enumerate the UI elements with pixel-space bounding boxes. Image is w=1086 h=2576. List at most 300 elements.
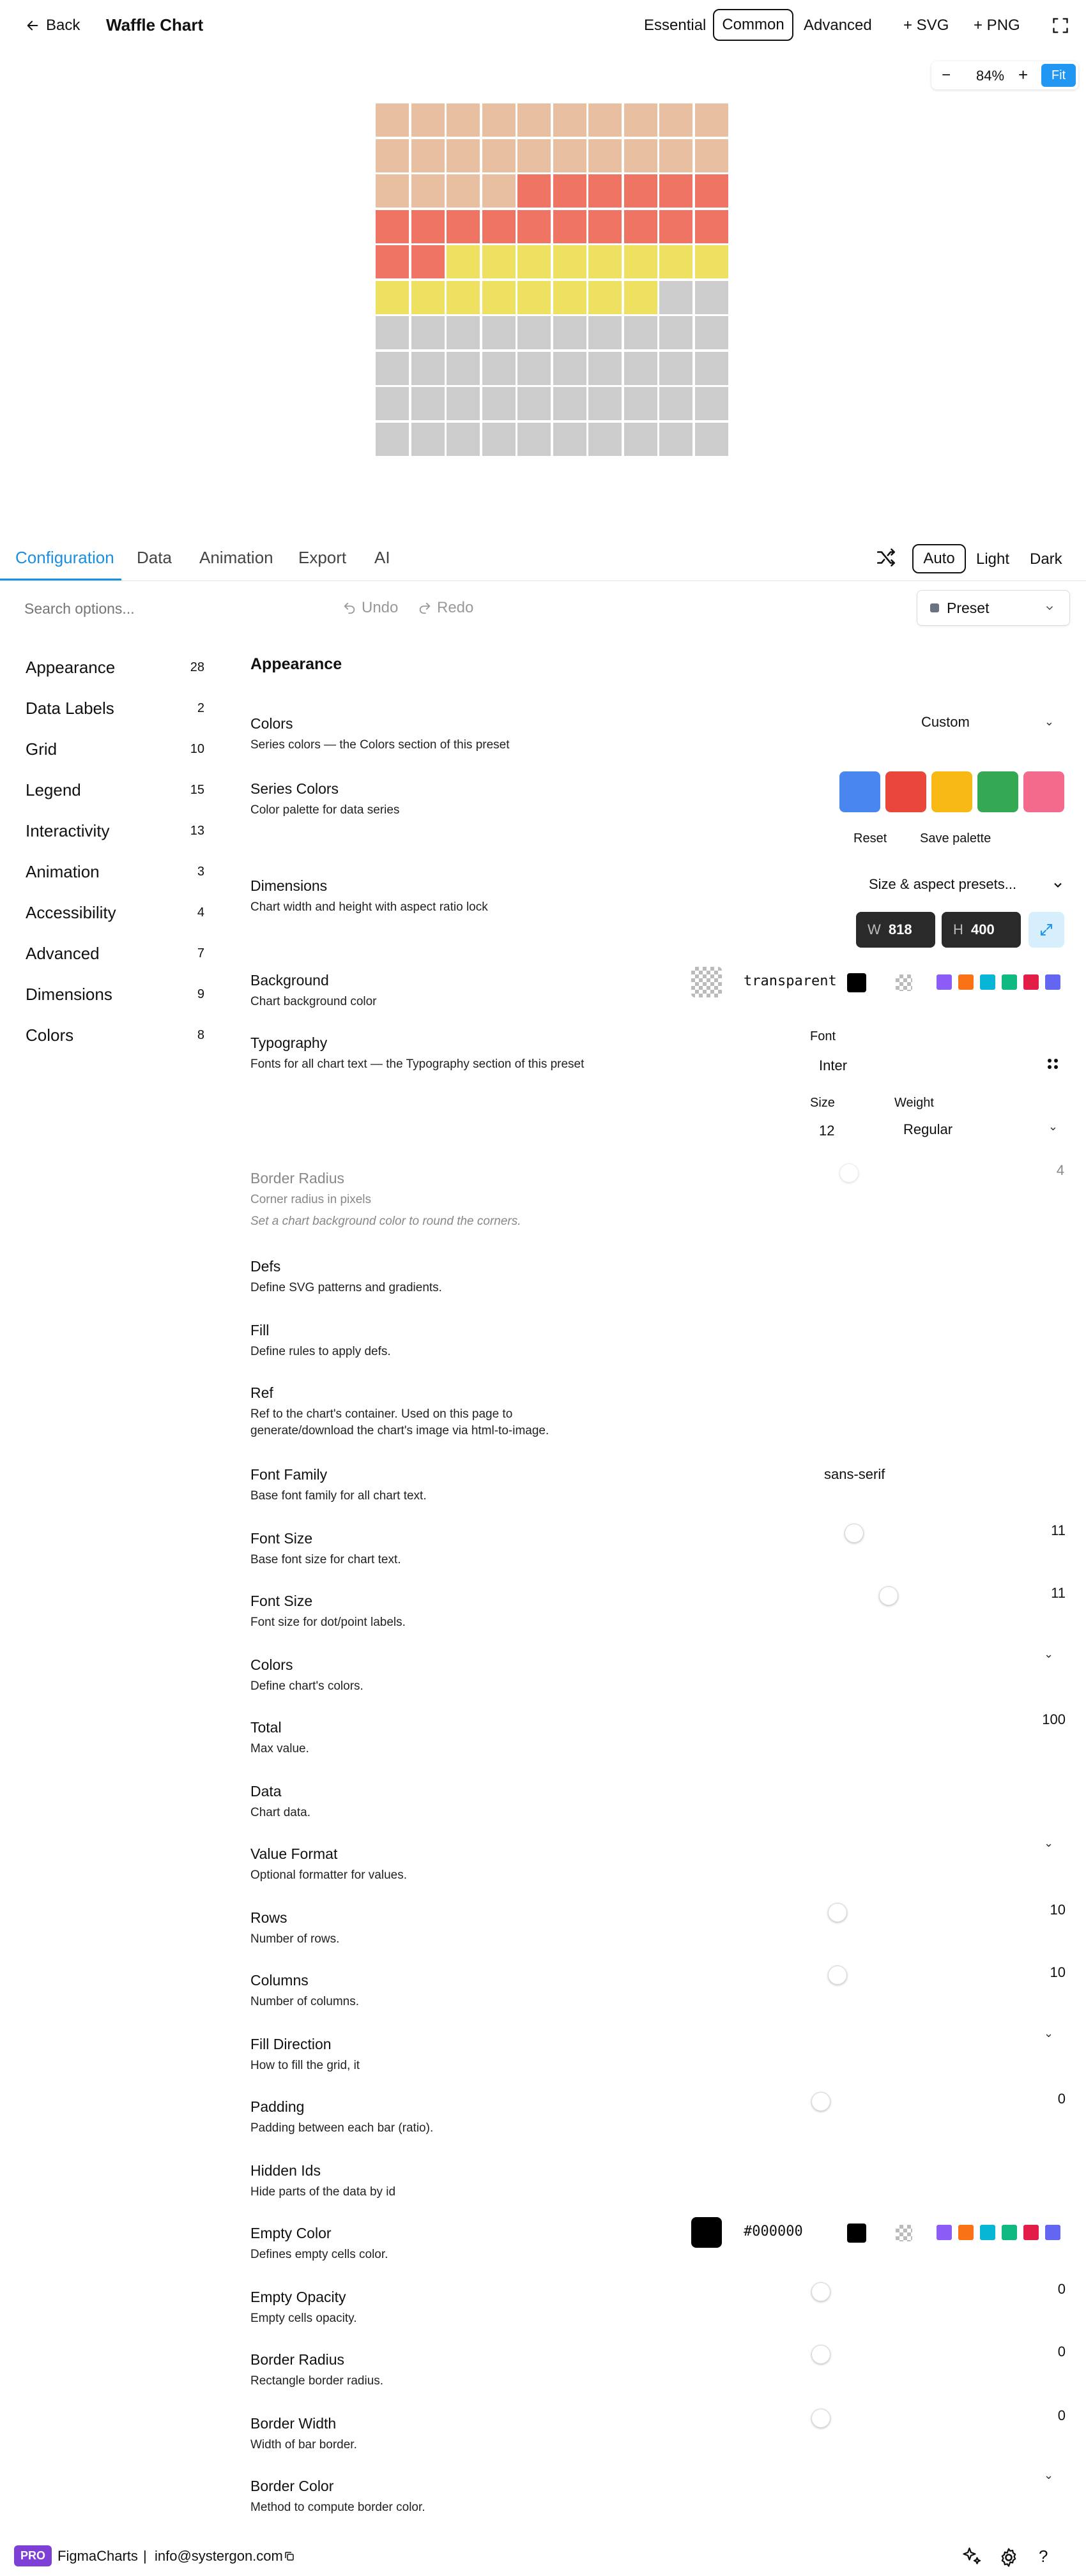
- option-total-desc: Max value.: [250, 1742, 309, 1755]
- chevron-down-icon: [1052, 879, 1064, 891]
- option-borderRadius-desc: Rectangle border radius.: [250, 2374, 384, 2388]
- transparent-color-chip[interactable]: [896, 2225, 912, 2241]
- waffle-cell: [447, 103, 480, 137]
- option-data-desc: Chart data.: [250, 1806, 310, 1819]
- chevron-down-icon: ⌄: [1048, 1120, 1058, 1133]
- empty-color-mini-swatch[interactable]: [937, 2225, 952, 2240]
- waffle-cell: [659, 387, 692, 420]
- option-borderWidth-slider[interactable]: [811, 2409, 830, 2428]
- option-fontSize-slider[interactable]: [845, 1524, 864, 1543]
- waffle-cell: [482, 387, 516, 420]
- preset-dot: [930, 603, 939, 612]
- option-rows-slider[interactable]: [828, 1903, 847, 1922]
- waffle-cell: [659, 174, 692, 208]
- waffle-cell: [624, 210, 657, 243]
- sidebar-item-label: Legend: [26, 780, 81, 799]
- background-mini-swatch[interactable]: [1023, 974, 1039, 990]
- option-padding-value: 0: [1057, 2091, 1066, 2107]
- waffle-cell: [588, 103, 622, 137]
- waffle-cell: [376, 103, 409, 137]
- waffle-cell: [588, 139, 622, 172]
- waffle-cell: [517, 139, 551, 172]
- option-fontFamily-title: Font Family: [250, 1466, 328, 1483]
- height-input[interactable]: [942, 912, 1021, 948]
- waffle-cell: [376, 423, 409, 456]
- pro-badge: PRO: [14, 2545, 52, 2566]
- option-labelFontSize-title: Font Size: [250, 1593, 313, 1609]
- sidebar-item-label: Colors: [26, 1026, 74, 1045]
- sidebar-item-appearance[interactable]: [26, 658, 204, 678]
- bg-radius-value: 4: [1056, 1162, 1064, 1178]
- undo-button[interactable]: [342, 599, 398, 617]
- waffle-cell: [411, 245, 445, 278]
- background-mini-swatch[interactable]: [980, 974, 995, 990]
- black-color-chip[interactable]: [847, 2224, 866, 2243]
- height-label: H: [953, 921, 963, 937]
- option-columns-value: 10: [1050, 1964, 1066, 1980]
- option-typography-title: Typography: [250, 1034, 328, 1051]
- option-dimensions-title: Dimensions: [250, 877, 328, 894]
- waffle-cell: [695, 210, 728, 243]
- expand-icon: [1039, 922, 1054, 937]
- option-fillDirection-desc: How to fill the grid, it: [250, 2059, 360, 2072]
- background-mini-palette: [937, 974, 1071, 992]
- option-dimensions-desc: Chart width and height with aspect ratio lock: [250, 900, 488, 914]
- sidebar-item-data-labels[interactable]: [26, 699, 204, 718]
- font-family-value[interactable]: sans-serif: [824, 1466, 885, 1482]
- waffle-cell: [588, 174, 622, 208]
- option-emptyOpacity-title: Empty Opacity: [250, 2289, 346, 2305]
- waffle-cell: [376, 139, 409, 172]
- option-background-title: Background: [250, 972, 329, 989]
- waffle-cell: [695, 281, 728, 314]
- waffle-cell: [659, 352, 692, 385]
- option-borderColor-desc: Method to compute border color.: [250, 2501, 425, 2514]
- option-series-colors-desc: Color palette for data series: [250, 803, 400, 817]
- waffle-cell: [695, 423, 728, 456]
- aspect-lock-button[interactable]: [1029, 912, 1064, 948]
- waffle-cell: [376, 210, 409, 243]
- option-colors-title: Colors: [250, 1656, 293, 1673]
- fullscreen-icon[interactable]: [1052, 17, 1069, 34]
- font-label: Font: [810, 1029, 836, 1043]
- option-borderRadius-value: 0: [1057, 2344, 1066, 2360]
- background-swatch[interactable]: [691, 967, 722, 997]
- option-borderWidth-desc: Width of bar border.: [250, 2438, 357, 2451]
- undo-label: Undo: [362, 599, 399, 616]
- colors-select-value: Custom: [921, 714, 970, 730]
- option-emptyColor-title: Empty Color: [250, 2225, 332, 2241]
- waffle-cell: [517, 352, 551, 385]
- redo-icon: [418, 601, 432, 615]
- sidebar-item-count: 3: [197, 865, 204, 879]
- width-value: 818: [888, 921, 912, 937]
- chevron-down-icon[interactable]: ⌄: [1044, 2027, 1054, 2040]
- mode-common[interactable]: Common: [713, 9, 793, 41]
- waffle-cell: [411, 387, 445, 420]
- option-colors-desc: Define chart's colors.: [250, 1679, 363, 1693]
- waffle-chart: [376, 103, 730, 458]
- option-padding-slider[interactable]: [811, 2092, 830, 2111]
- option-rows-desc: Number of rows.: [250, 1932, 340, 1946]
- waffle-cell: [695, 174, 728, 208]
- waffle-cell: [624, 174, 657, 208]
- option-fillDirection-title: Fill Direction: [250, 2036, 332, 2052]
- waffle-cell: [588, 210, 622, 243]
- waffle-cell: [376, 387, 409, 420]
- reset-palette-button[interactable]: Reset: [853, 831, 887, 845]
- back-label: Back: [46, 17, 80, 34]
- export-png-button[interactable]: + PNG: [974, 17, 1020, 34]
- option-borderWidth-value: 0: [1057, 2407, 1066, 2423]
- sidebar-item-label: Grid: [26, 739, 57, 759]
- footer: [0, 2535, 1086, 2576]
- sidebar-item-count: 9: [197, 987, 204, 1001]
- arrow-left-icon: [26, 19, 40, 33]
- empty-color-swatch[interactable]: [691, 2217, 722, 2248]
- waffle-cell: [447, 423, 480, 456]
- waffle-cell: [517, 210, 551, 243]
- option-hiddenIds-title: Hidden Ids: [250, 2162, 321, 2179]
- empty-color-mini-swatch[interactable]: [980, 2225, 995, 2240]
- option-rows-title: Rows: [250, 1909, 287, 1926]
- font-size-label: Size: [810, 1096, 835, 1110]
- waffle-cell: [411, 139, 445, 172]
- option-colors-desc: Series colors — the Colors section of this preset: [250, 738, 510, 752]
- waffle-cell: [482, 210, 516, 243]
- waffle-cell: [447, 387, 480, 420]
- empty-color-mini-swatch[interactable]: [1002, 2225, 1017, 2240]
- sidebar-item-label: Appearance: [26, 658, 116, 677]
- sidebar-item-dimensions[interactable]: [26, 985, 204, 1004]
- chevron-down-icon[interactable]: ⌄: [1044, 1648, 1054, 1660]
- sidebar-item-advanced[interactable]: [26, 944, 204, 964]
- option-emptyColor-desc: Defines empty cells color.: [250, 2248, 388, 2261]
- option-fontSize-title: Font Size: [250, 1530, 313, 1547]
- sidebar-item-label: Advanced: [26, 944, 100, 963]
- copy-icon[interactable]: [284, 2550, 295, 2562]
- sidebar-item-grid[interactable]: [26, 739, 204, 759]
- grid-dots-icon: [1048, 1059, 1058, 1069]
- option-padding-desc: Padding between each bar (ratio).: [250, 2121, 434, 2135]
- option-bg-radius-note: Set a chart background color to round the corners.: [250, 1215, 521, 1228]
- waffle-cell: [517, 387, 551, 420]
- undo-icon: [342, 601, 356, 615]
- waffle-cell: [659, 103, 692, 137]
- option-columns-slider[interactable]: [828, 1966, 847, 1985]
- theme-light[interactable]: Light: [976, 550, 1010, 568]
- option-fontFamily-desc: Base font family for all chart text.: [250, 1489, 427, 1503]
- chevron-down-icon: [1044, 602, 1055, 614]
- option-defs-desc: Define SVG patterns and gradients.: [250, 1281, 442, 1294]
- background-value[interactable]: transparent: [744, 973, 837, 989]
- option-total-title: Total: [250, 1719, 282, 1736]
- waffle-cell: [624, 387, 657, 420]
- theme-dark[interactable]: Dark: [1030, 550, 1062, 568]
- waffle-cell: [411, 316, 445, 349]
- background-mini-swatch[interactable]: [937, 974, 952, 990]
- waffle-cell: [411, 423, 445, 456]
- waffle-cell: [553, 210, 586, 243]
- chevron-down-icon: ⌄: [1044, 715, 1054, 728]
- save-palette-button[interactable]: Save palette: [920, 831, 991, 845]
- sidebar-item-legend[interactable]: [26, 780, 204, 800]
- empty-color-value[interactable]: #000000: [744, 2224, 803, 2239]
- sidebar-item-interactivity[interactable]: [26, 821, 204, 841]
- waffle-cell: [411, 210, 445, 243]
- option-valueFormat-desc: Optional formatter for values.: [250, 1868, 407, 1882]
- sidebar-item-colors[interactable]: [26, 1026, 204, 1045]
- option-ref-title: Ref: [250, 1384, 273, 1401]
- sidebar-item-accessibility[interactable]: [26, 903, 204, 923]
- waffle-cell: [517, 245, 551, 278]
- width-input[interactable]: [856, 912, 935, 948]
- tabs-divider: [0, 580, 1086, 581]
- waffle-cell: [624, 281, 657, 314]
- waffle-cell: [447, 210, 480, 243]
- series-swatch-2[interactable]: [885, 771, 926, 812]
- footer-separator: |: [143, 2548, 147, 2564]
- option-labelFontSize-value: 11: [1051, 1585, 1066, 1601]
- waffle-cell: [447, 352, 480, 385]
- waffle-cell: [588, 281, 622, 314]
- waffle-cell: [447, 245, 480, 278]
- waffle-cell: [553, 316, 586, 349]
- waffle-cell: [624, 245, 657, 278]
- waffle-cell: [553, 387, 586, 420]
- waffle-cell: [376, 281, 409, 314]
- sidebar-item-label: Interactivity: [26, 821, 110, 840]
- size-presets-select[interactable]: [869, 876, 1064, 897]
- option-fontSize-desc: Base font size for chart text.: [250, 1553, 401, 1566]
- sidebar-item-label: Dimensions: [26, 985, 112, 1004]
- waffle-cell: [624, 139, 657, 172]
- sidebar-item-count: 2: [197, 701, 204, 715]
- waffle-cell: [553, 245, 586, 278]
- option-hiddenIds-desc: Hide parts of the data by id: [250, 2185, 396, 2199]
- sidebar-item-label: Animation: [26, 862, 100, 881]
- waffle-cell: [376, 245, 409, 278]
- background-mini-swatch[interactable]: [958, 974, 974, 990]
- waffle-cell: [376, 174, 409, 208]
- waffle-cell: [695, 316, 728, 349]
- font-weight-select[interactable]: [901, 1119, 1064, 1140]
- mode-advanced[interactable]: Advanced: [804, 17, 872, 34]
- waffle-cell: [624, 423, 657, 456]
- font-size-value[interactable]: 12: [819, 1123, 835, 1139]
- empty-color-mini-swatch[interactable]: [1045, 2225, 1060, 2240]
- chevron-down-icon[interactable]: ⌄: [1044, 1837, 1054, 1849]
- waffle-cell: [447, 174, 480, 208]
- option-colors-title: Colors: [250, 715, 293, 732]
- sidebar-item-animation[interactable]: [26, 862, 204, 882]
- waffle-cell: [517, 103, 551, 137]
- preset-label: Preset: [947, 600, 990, 616]
- waffle-cell: [588, 423, 622, 456]
- zoom-out-button[interactable]: −: [942, 66, 951, 84]
- waffle-cell: [447, 316, 480, 349]
- series-swatch-1[interactable]: [839, 771, 880, 812]
- option-emptyOpacity-desc: Empty cells opacity.: [250, 2312, 357, 2325]
- back-button[interactable]: [26, 15, 80, 36]
- option-emptyOpacity-value: 0: [1057, 2281, 1066, 2297]
- waffle-cell: [517, 281, 551, 314]
- zoom-controls: [931, 61, 1078, 89]
- waffle-cell: [482, 245, 516, 278]
- page-title: Waffle Chart: [106, 15, 204, 34]
- waffle-cell: [447, 281, 480, 314]
- series-swatch-5[interactable]: [1023, 771, 1064, 812]
- option-rows-value: 10: [1050, 1902, 1066, 1918]
- waffle-cell: [624, 316, 657, 349]
- sidebar-item-count: 10: [190, 742, 204, 756]
- waffle-cell: [659, 139, 692, 172]
- waffle-cell: [659, 210, 692, 243]
- fit-button[interactable]: Fit: [1041, 64, 1076, 87]
- waffle-cell: [588, 352, 622, 385]
- mode-essential[interactable]: Essential: [644, 17, 707, 34]
- option-columns-desc: Number of columns.: [250, 1995, 360, 2008]
- gear-icon[interactable]: [998, 2547, 1020, 2568]
- width-label: W: [868, 921, 881, 937]
- waffle-cell: [659, 245, 692, 278]
- option-defs-title: Defs: [250, 1258, 281, 1275]
- option-fill-title: Fill: [250, 1322, 270, 1338]
- waffle-cell: [624, 103, 657, 137]
- option-background-desc: Chart background color: [250, 995, 377, 1008]
- waffle-cell: [553, 174, 586, 208]
- option-padding-title: Padding: [250, 2098, 305, 2115]
- option-columns-title: Columns: [250, 1972, 309, 1989]
- shuffle-icon[interactable]: [875, 547, 897, 568]
- sidebar-item-label: Accessibility: [26, 903, 116, 922]
- font-weight-label: Weight: [894, 1096, 934, 1110]
- waffle-cell: [447, 139, 480, 172]
- option-typography-desc: Fonts for all chart text — the Typography section of this preset: [250, 1057, 585, 1071]
- waffle-cell: [411, 281, 445, 314]
- series-swatch-4[interactable]: [977, 771, 1018, 812]
- option-borderRadius-title: Border Radius: [250, 2351, 345, 2368]
- option-borderRadius-slider[interactable]: [811, 2345, 830, 2364]
- theme-auto[interactable]: Auto: [912, 544, 966, 573]
- tab-animation[interactable]: Animation: [199, 548, 273, 567]
- waffle-cell: [517, 174, 551, 208]
- option-bg-radius-title: Border Radius: [250, 1170, 345, 1186]
- option-labelFontSize-desc: Font size for dot/point labels.: [250, 1616, 406, 1629]
- sidebar-item-count: 4: [197, 905, 204, 920]
- waffle-cell: [553, 103, 586, 137]
- waffle-cell: [695, 139, 728, 172]
- waffle-cell: [695, 352, 728, 385]
- preset-select[interactable]: [917, 590, 1070, 626]
- waffle-cell: [482, 352, 516, 385]
- font-weight-value: Regular: [903, 1121, 953, 1137]
- sidebar-item-count: 7: [197, 946, 204, 960]
- waffle-cell: [411, 174, 445, 208]
- empty-color-mini-swatch[interactable]: [958, 2225, 974, 2240]
- waffle-cell: [659, 316, 692, 349]
- waffle-cell: [553, 281, 586, 314]
- size-presets-label: Size & aspect presets...: [869, 876, 1017, 892]
- tab-data[interactable]: Data: [137, 548, 172, 567]
- waffle-cell: [482, 316, 516, 349]
- waffle-cell: [695, 245, 728, 278]
- help-button[interactable]: ?: [1039, 2547, 1048, 2566]
- series-swatch-3[interactable]: [931, 771, 972, 812]
- tab-export[interactable]: Export: [298, 548, 347, 567]
- waffle-cell: [482, 103, 516, 137]
- font-value: Inter: [819, 1057, 848, 1073]
- waffle-cell: [482, 174, 516, 208]
- background-mini-swatch[interactable]: [1045, 974, 1060, 990]
- section-title: Appearance: [250, 655, 342, 673]
- option-data-title: Data: [250, 1783, 282, 1799]
- waffle-cell: [553, 139, 586, 172]
- option-total-value: 100: [1042, 1711, 1066, 1727]
- contact-email[interactable]: info@systergon.com: [155, 2548, 283, 2564]
- waffle-cell: [411, 352, 445, 385]
- waffle-cell: [588, 316, 622, 349]
- colors-select[interactable]: [921, 714, 1059, 733]
- bg-radius-slider[interactable]: [839, 1163, 859, 1183]
- height-value: 400: [971, 921, 995, 937]
- waffle-cell: [517, 316, 551, 349]
- redo-button[interactable]: [418, 599, 473, 617]
- sparkle-icon[interactable]: [961, 2545, 984, 2568]
- transparent-color-chip[interactable]: [896, 974, 912, 991]
- waffle-cell: [659, 423, 692, 456]
- waffle-cell: [695, 103, 728, 137]
- waffle-cell: [517, 423, 551, 456]
- black-color-chip[interactable]: [847, 973, 866, 992]
- option-labelFontSize-slider[interactable]: [879, 1586, 898, 1605]
- waffle-cell: [411, 103, 445, 137]
- waffle-cell: [482, 281, 516, 314]
- option-series-colors-title: Series Colors: [250, 780, 339, 797]
- option-fill-desc: Define rules to apply defs.: [250, 1345, 391, 1358]
- waffle-cell: [553, 423, 586, 456]
- empty-color-mini-palette: [937, 2225, 1071, 2243]
- chevron-down-icon[interactable]: ⌄: [1044, 2469, 1054, 2481]
- waffle-cell: [588, 387, 622, 420]
- tab-ai[interactable]: AI: [374, 548, 390, 567]
- sidebar-item-count: 13: [190, 824, 204, 838]
- font-select[interactable]: [810, 1051, 1066, 1077]
- search-input[interactable]: [23, 596, 294, 621]
- tab-configuration[interactable]: Configuration: [15, 548, 114, 567]
- sidebar-item-count: 8: [197, 1028, 204, 1042]
- waffle-cell: [376, 316, 409, 349]
- waffle-cell: [376, 352, 409, 385]
- option-fontSize-value: 11: [1051, 1522, 1066, 1538]
- waffle-cell: [588, 245, 622, 278]
- option-borderColor-title: Border Color: [250, 2478, 334, 2494]
- option-valueFormat-title: Value Format: [250, 1845, 338, 1862]
- sidebar-item-count: 28: [190, 660, 204, 674]
- export-svg-button[interactable]: + SVG: [903, 17, 949, 34]
- zoom-in-button[interactable]: +: [1018, 65, 1029, 84]
- waffle-cell: [624, 352, 657, 385]
- waffle-cell: [553, 352, 586, 385]
- background-mini-swatch[interactable]: [1002, 974, 1017, 990]
- option-bg-radius-desc: Corner radius in pixels: [250, 1193, 372, 1206]
- sidebar-item-count: 15: [190, 783, 204, 797]
- waffle-cell: [659, 281, 692, 314]
- empty-color-mini-swatch[interactable]: [1023, 2225, 1039, 2240]
- waffle-cell: [695, 387, 728, 420]
- option-emptyOpacity-slider[interactable]: [811, 2282, 830, 2301]
- waffle-cell: [482, 423, 516, 456]
